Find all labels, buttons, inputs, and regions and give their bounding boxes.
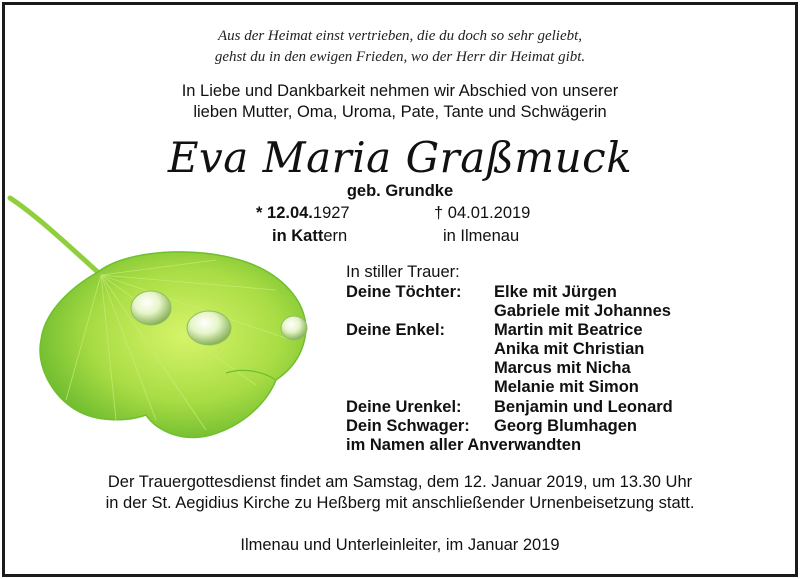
intro-line-2: lieben Mutter, Oma, Uroma, Pate, Tante und Schwägerin <box>193 103 607 121</box>
poem-line-2: gehst du in den ewigen Frieden, wo der Herr dir Heimat gibt. <box>214 49 586 65</box>
water-drop-1 <box>131 291 171 325</box>
birth-year: 1927 <box>312 204 350 222</box>
birth-place-rest: ern <box>323 227 348 245</box>
mourners-closing: im Namen aller Anverwandten <box>346 436 582 454</box>
footer-place-date: Ilmenau und Unterleinleiter, im Januar 2019 <box>240 536 560 554</box>
group-label-daughters: Deine Töchter: <box>346 283 462 301</box>
mourner-name: Martin mit Beatrice <box>494 321 643 339</box>
mourner-name: Georg Blumhagen <box>494 417 638 435</box>
death-place: in Ilmenau <box>443 227 520 245</box>
maiden-name: geb. Grundke <box>346 182 454 200</box>
group-label-great-grandchildren: Deine Urenkel: <box>346 398 462 416</box>
birth-place-prefix: in <box>272 227 292 245</box>
poem-line-1: Aus der Heimat einst vertrieben, die du doch so sehr geliebt, <box>217 28 583 44</box>
birth-symbol: * <box>256 204 263 222</box>
mourner-name: Anika mit Christian <box>494 340 645 358</box>
mourner-name: Marcus mit Nicha <box>494 359 631 377</box>
water-drop-2 <box>187 311 231 345</box>
group-label-grandchildren: Deine Enkel: <box>346 321 446 339</box>
birth-place-bold: Katt <box>291 227 324 245</box>
intro-line-1: In Liebe und Dankbarkeit nehmen wir Abschied von unserer <box>181 82 619 100</box>
death-date-value: 04.01.2019 <box>447 204 531 222</box>
water-drop-3 <box>281 316 307 340</box>
mourner-name: Gabriele mit Johannes <box>494 302 671 320</box>
deceased-name: Eva Maria Graßmuck <box>167 133 633 182</box>
mourner-name: Melanie mit Simon <box>494 378 639 396</box>
mourner-name: Benjamin und Leonard <box>494 398 673 416</box>
death-date <box>434 204 530 223</box>
ginkgo-leaf-image <box>6 190 346 460</box>
mourner-name: Elke mit Jürgen <box>494 283 617 301</box>
group-label-brother-in-law: Dein Schwager: <box>346 417 470 435</box>
cross-icon: † <box>434 204 444 222</box>
service-line-2: in der St. Aegidius Kirche zu Heßberg mit anschließender Urnenbeisetzung statt. <box>105 494 695 512</box>
mourners-heading: In stiller Trauer: <box>346 263 460 281</box>
birth-date-day-month: 12.04. <box>267 204 313 222</box>
service-line-1: Der Trauergottesdienst findet am Samstag, dem 12. Januar 2019, um 13.30 Uhr <box>107 473 693 491</box>
